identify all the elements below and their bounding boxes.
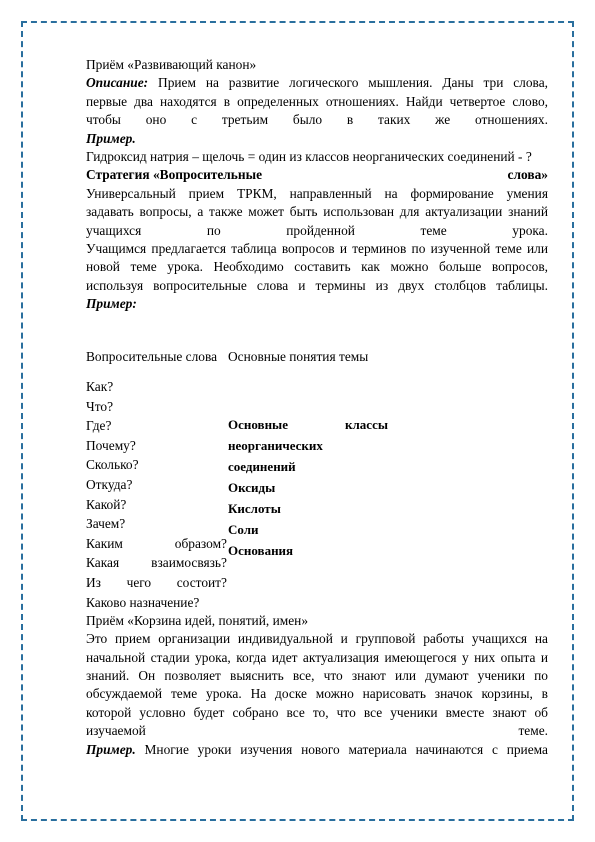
razv-desc-line1 bbox=[86, 74, 548, 92]
col2-header: Основные понятия темы bbox=[228, 348, 369, 364]
question-list bbox=[86, 377, 227, 612]
term-item: Кислоты bbox=[228, 500, 281, 516]
vopros-line4: Учащимся предлагается таблица вопросов и терминов по изученной теме или bbox=[86, 241, 548, 257]
question-item: Как? bbox=[86, 379, 114, 395]
vopros-line2: задавать вопросы, а также может быть использован для актуализации знаний bbox=[86, 204, 548, 220]
table-col-questions bbox=[86, 348, 227, 613]
term-item bbox=[228, 414, 388, 435]
term-item: Основания bbox=[228, 542, 294, 558]
korzina-line4: обсуждаемой теме урока. На доске можно нарисовать значок корзины, в bbox=[86, 686, 548, 702]
line-word: урока. bbox=[512, 222, 548, 238]
questions-table bbox=[86, 348, 548, 610]
line-word: пройденной bbox=[286, 222, 355, 238]
line-word: оно bbox=[145, 112, 167, 128]
line-word: с bbox=[191, 112, 198, 128]
question-word: состоит? bbox=[176, 575, 227, 591]
question-word: Из bbox=[86, 575, 101, 591]
question-item: Что? bbox=[86, 398, 114, 414]
line-word: же bbox=[435, 112, 451, 128]
vopros-line3 bbox=[86, 222, 548, 240]
razv-example-text: Гидроксид натрия – щелочь = один из классов неорганических соединений - ? bbox=[86, 149, 532, 165]
korzina-line5: которой условно будет собрано все то, что все ученики вместе знают об bbox=[86, 704, 548, 720]
line-word: третьим bbox=[221, 112, 269, 128]
term-word: классы bbox=[345, 416, 388, 432]
line-word: отношениях. bbox=[474, 112, 548, 128]
vopros-example-label: Пример: bbox=[86, 296, 137, 312]
question-item bbox=[86, 553, 227, 573]
korzina-line6 bbox=[86, 722, 548, 740]
question-item: Сколько? bbox=[86, 457, 139, 473]
section-title-razv: Приём «Развивающий канон» bbox=[86, 57, 257, 72]
question-item bbox=[86, 534, 227, 554]
term-word: Основные bbox=[228, 416, 288, 432]
question-word: взаимосвязь? bbox=[151, 555, 227, 571]
desc-text: Прием на развитие логического мышления. Даны три слова, bbox=[148, 75, 548, 91]
question-item: Где? bbox=[86, 418, 112, 434]
section-title-vopros bbox=[86, 166, 548, 184]
term-item: Оксиды bbox=[228, 479, 276, 495]
korzina-l6-right: теме. bbox=[518, 723, 548, 739]
korzina-example-label: Пример. bbox=[86, 741, 136, 757]
vopros-title-right: слова» bbox=[507, 167, 548, 183]
vopros-title-left: Стратегия «Вопросительные bbox=[86, 167, 263, 183]
section-title-korzina: Приём «Корзина идей, понятий, имен» bbox=[86, 612, 309, 628]
korzina-line1: Это прием организации индивидуальной и групповой работы учащихся на bbox=[86, 631, 548, 647]
question-item: Зачем? bbox=[86, 516, 126, 532]
question-word: Какая bbox=[86, 555, 120, 571]
table-col-terms bbox=[228, 348, 428, 558]
razv-example-label: Пример. bbox=[86, 130, 136, 146]
line-word: учащихся bbox=[86, 222, 142, 238]
line-word: таких bbox=[378, 112, 411, 128]
line-word: было bbox=[292, 112, 323, 128]
question-item: Откуда? bbox=[86, 477, 133, 493]
vopros-line6: используя вопросительные слова и термины из двух столбцов таблицы. bbox=[86, 277, 548, 293]
line-word: теме bbox=[420, 222, 447, 238]
korzina-line2: начальной стадии урока, когда идет актуализация имеющегося у них опыта и bbox=[86, 649, 548, 665]
term-item: соединений bbox=[228, 458, 296, 474]
line-word: в bbox=[346, 112, 354, 128]
korzina-example-text: Многие уроки изучения нового материала начинаются с приема bbox=[135, 741, 548, 757]
question-word: Каким bbox=[86, 535, 123, 551]
term-item: Соли bbox=[228, 521, 259, 537]
question-item: Какой? bbox=[86, 496, 127, 512]
korzina-example bbox=[86, 741, 548, 759]
col1-header: Вопросительные слова bbox=[86, 348, 218, 364]
document-body bbox=[86, 56, 548, 759]
question-item bbox=[86, 573, 227, 593]
desc-label: Описание: bbox=[86, 75, 149, 91]
razv-desc-line3 bbox=[86, 111, 548, 129]
question-word: чего bbox=[126, 575, 152, 591]
term-item: неорганических bbox=[228, 437, 323, 453]
korzina-l6-left: изучаемой bbox=[86, 723, 146, 739]
vopros-line1: Универсальный прием ТРКМ, направленный на формирование умения bbox=[86, 185, 548, 201]
razv-desc-line2: первые два находятся в определенных отношениях. Найди четвертое слово, bbox=[86, 93, 548, 109]
question-item: Почему? bbox=[86, 437, 136, 453]
vopros-line5: новой теме урока. Необходимо составить как можно больше вопросов, bbox=[86, 259, 548, 275]
korzina-line3: знаний. Он позволяет выяснить все, что знают или думают ученики по bbox=[86, 667, 548, 683]
line-word: чтобы bbox=[86, 112, 121, 128]
terms-list bbox=[228, 414, 388, 561]
line-word: по bbox=[206, 222, 221, 238]
question-word: образом? bbox=[174, 535, 227, 551]
question-item: Каково назначение? bbox=[86, 594, 200, 610]
